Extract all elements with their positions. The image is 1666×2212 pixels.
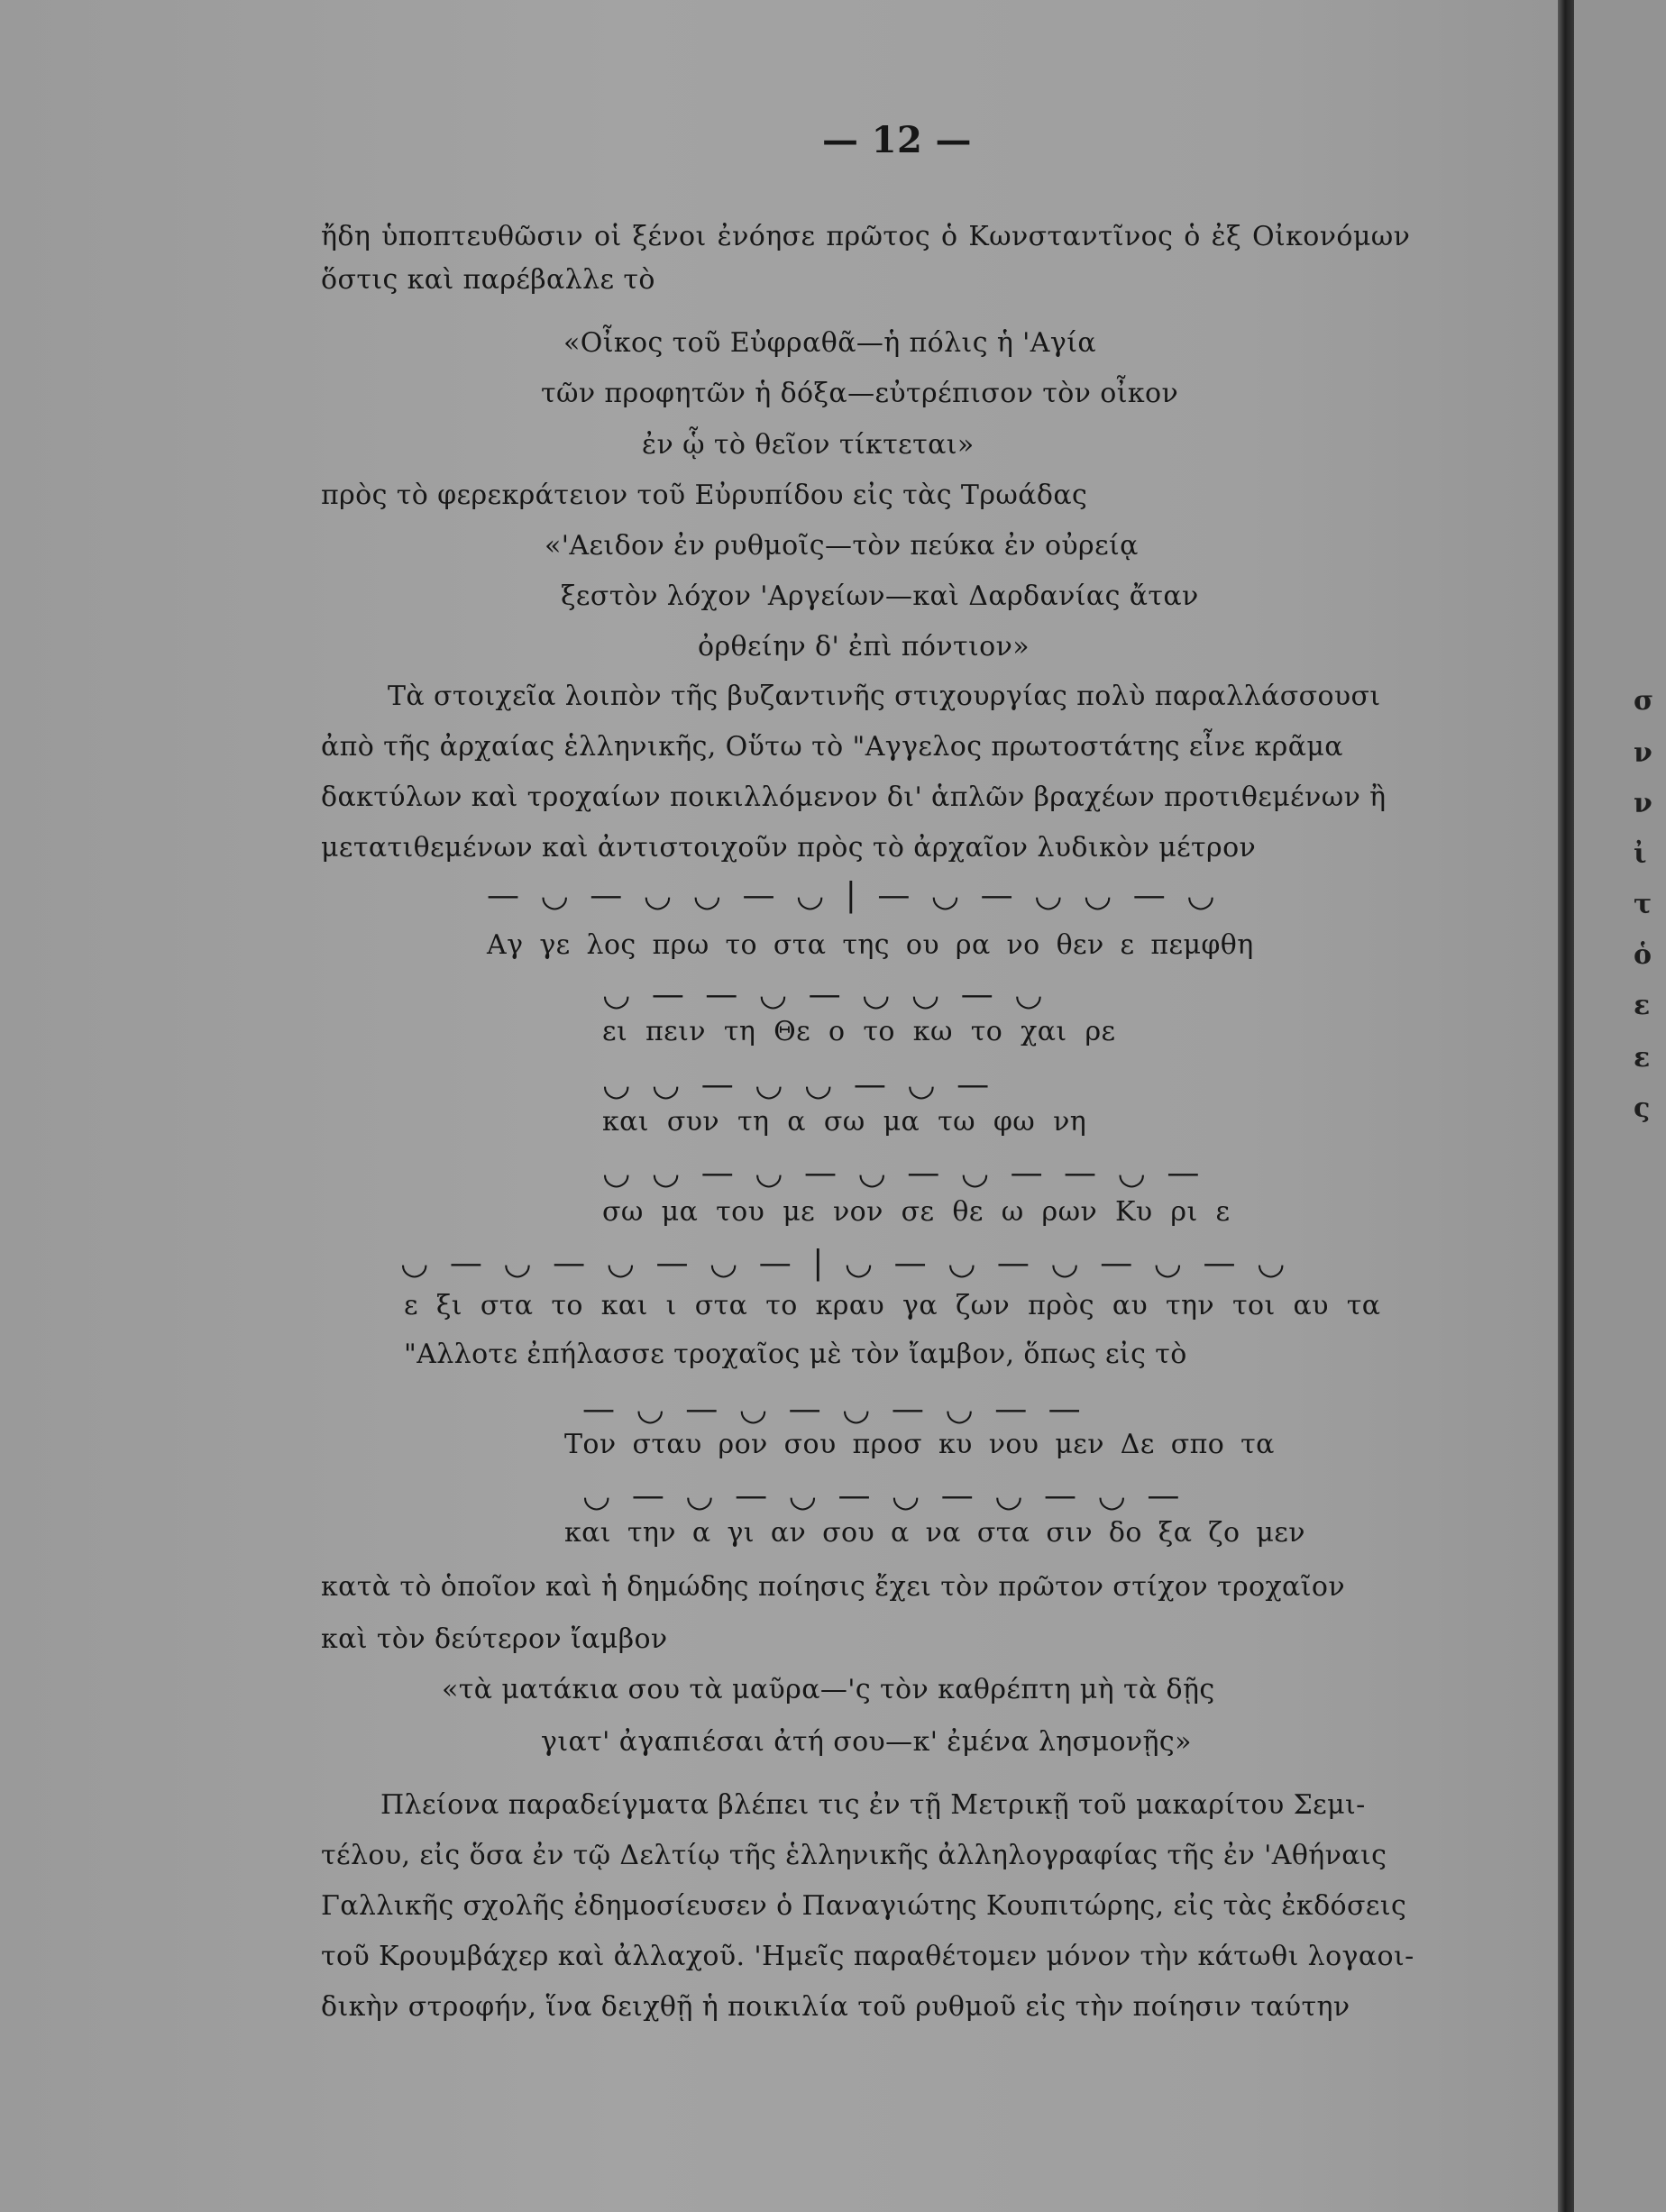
meter-marks: — ◡ — ◡ — ◡ — ◡ — — <box>582 1391 1086 1428</box>
edge-letter: τ <box>1634 889 1652 920</box>
text-line: δικὴν στροφήν, ἵνα δειχθῇ ἡ ποικιλία τοῦ ρυθμοῦ εἰς τὴν ποίησιν ταύτην <box>321 1991 1350 2023</box>
text-line: "Αλλοτε ἐπήλασσε τροχαῖος μὲ τὸν ἴαμβον, ὅπως εἰς τὸ <box>404 1339 1187 1370</box>
syllable-line: και συν τη α σω μα τω φω νη <box>602 1106 1087 1138</box>
meter-marks: ◡ — ◡ — ◡ — ◡ — ◡ — ◡ — <box>582 1477 1185 1514</box>
edge-letter: ε <box>1634 990 1651 1021</box>
text-line: καὶ τὸν δεύτερον ἴαμβον <box>321 1623 668 1655</box>
text-line: ὅστις καὶ παρέβαλλε τὸ <box>321 264 655 296</box>
syllable-line: Τον σταυ ρον σου προσ κυ νου μεν Δε σπο τα <box>564 1429 1275 1460</box>
verse-line: «'Αειδον ἐν ρυθμοῖς—τὸν πεύκα ἐν οὐρείᾳ <box>545 530 1139 562</box>
text-line: ἀπὸ τῆς ἀρχαίας ἑλληνικῆς, Οὕτω τὸ "Αγγελος πρωτοστάτης εἶνε κρᾶμα <box>321 731 1343 763</box>
edge-letter: ν <box>1634 788 1652 819</box>
verse-line: γιατ' ἀγαπιέσαι ἀτή σου—κ' ἐμένα λησμονῇς» <box>541 1726 1192 1758</box>
verse-line: «Οἶκος τοῦ Εὐφραθᾶ—ἡ πόλις ἡ 'Αγία <box>563 327 1097 359</box>
edge-letter: ὁ <box>1634 939 1652 971</box>
meter-marks: ◡ — ◡ — ◡ — ◡ — | ◡ — ◡ — ◡ — ◡ — ◡ <box>400 1245 1291 1282</box>
text-line: τοῦ Κρουμβάχερ καὶ ἀλλαχοῦ. 'Ημεῖς παραθέτομεν μόνον τὴν κάτωθι λογαοι- <box>321 1941 1414 1972</box>
meter-marks: — ◡ — ◡ ◡ — ◡ | — ◡ — ◡ ◡ — ◡ <box>487 877 1221 914</box>
meter-marks: ◡ ◡ — ◡ ◡ — ◡ — <box>602 1066 995 1103</box>
syllable-line: σω μα του με νον σε θε ω ρων Κυ ρι ε <box>602 1196 1231 1228</box>
syllable-line: ε ξι στα το και ι στα το κραυ γα ζων πρὸς αυ την τοι αυ τα <box>404 1290 1381 1321</box>
edge-letter: σ <box>1634 685 1654 717</box>
syllable-line: ει πειν τη Θε ο το κω το χαι ρε <box>602 1016 1116 1047</box>
text-line: δακτύλων καὶ τροχαίων ποικιλλόμενον δι' ἁπλῶν βραχέων προτιθεμένων ἢ <box>321 782 1387 813</box>
facing-page-edge <box>1574 0 1666 2212</box>
meter-marks: ◡ — — ◡ — ◡ ◡ — ◡ <box>602 976 1048 1013</box>
text-line: Γαλλικῆς σχολῆς ἐδημοσίευσεν ὁ Παναγιώτης Κουπιτώρης, εἰς τὰς ἐκδόσεις <box>321 1890 1407 1922</box>
verse-line: ἐν ᾧ τὸ θεῖον τίκτεται» <box>642 429 975 461</box>
text-line: πρὸς τὸ φερεκράτειον τοῦ Εὐρυπίδου εἰς τὰς Τρωάδας <box>321 480 1088 511</box>
edge-letter: ν <box>1634 737 1652 769</box>
verse-line: ὀρθείην δ' ἐπὶ πόντιον» <box>698 631 1030 663</box>
text-line: τέλου, εἰς ὅσα ἐν τῷ Δελτίῳ τῆς ἑλληνικῆς ἀλληλογραφίας τῆς ἐν 'Αθήναις <box>321 1840 1387 1871</box>
text-line: Τὰ στοιχεῖα λοιπὸν τῆς βυζαντινῆς στιχουργίας πολὺ παραλλάσσουσι <box>388 681 1381 712</box>
edge-letter: ε <box>1634 1042 1651 1074</box>
book-gutter <box>1558 0 1574 2212</box>
edge-letter: ἰ <box>1634 838 1647 870</box>
edge-letter: ς <box>1634 1092 1651 1124</box>
text-line: ἤδη ὑποπτευθῶσιν οἱ ξένοι ἐνόησε πρῶτος ὁ Κωνσταντῖνος ὁ ἐξ Οἰκονόμων <box>321 221 1411 252</box>
text-line: μετατιθεμένων καὶ ἀντιστοιχοῦν πρὸς τὸ ἀρχαῖον λυδικὸν μέτρον <box>321 832 1257 864</box>
meter-marks: ◡ ◡ — ◡ — ◡ — ◡ — — ◡ — <box>602 1155 1205 1192</box>
syllable-line: και την α γι αν σου α να στα σιν δο ξα ζο μεν <box>564 1517 1305 1549</box>
text-line: κατὰ τὸ ὁποῖον καὶ ἡ δημώδης ποίησις ἔχει τὸν πρῶτον στίχον τροχαῖον <box>321 1571 1345 1603</box>
verse-line: «τὰ ματάκια σου τὰ μαῦρα—'ς τὸν καθρέπτη μὴ τὰ δῇς <box>442 1674 1215 1705</box>
verse-line: τῶν προφητῶν ἡ δόξα—εὐτρέπισον τὸν οἶκον <box>541 378 1179 409</box>
page-number: — 12 — <box>822 119 972 161</box>
syllable-line: Αγ γε λος πρω το στα της ου ρα νο θεν ε πεμφθη <box>487 929 1254 961</box>
text-line: Πλείονα παραδείγματα βλέπει τις ἐν τῇ Μετρικῇ τοῦ μακαρίτου Σεμι- <box>380 1789 1366 1821</box>
verse-line: ξεστὸν λόχον 'Αργείων—καὶ Δαρδανίας ἄταν <box>561 580 1199 612</box>
